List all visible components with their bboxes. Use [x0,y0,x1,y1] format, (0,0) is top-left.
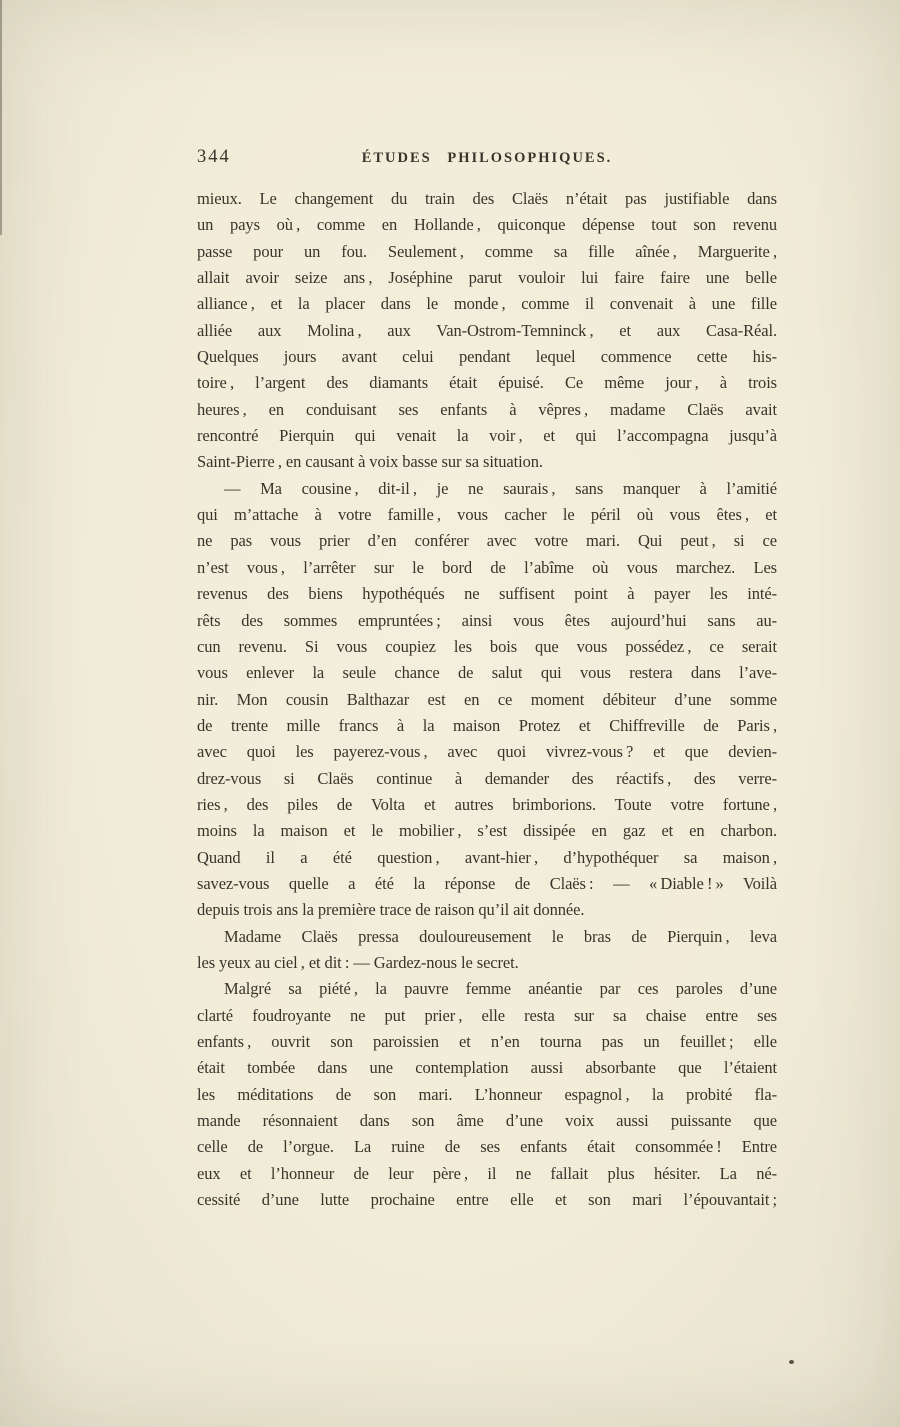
text-line: rencontré Pierquin qui venait la voir , et qui l’accompagna jusqu’à [197,426,777,446]
text-line: drez-vous si Claës continue à demander des réactifs , des verre- [197,768,777,788]
text-line: heures , en conduisant ses enfants à vêpres , madame Claës avait [197,399,777,419]
text-line: Quelques jours avant celui pendant lequel commence cette his- [197,347,777,367]
ink-speck [789,1360,794,1364]
text-line: eux et l’honneur de leur père , il ne fallait plus hésiter. La né- [197,1163,777,1183]
text-line: mieux. Le changement du train des Claës n’était pas justifiable dans [197,189,777,208]
text-line: les méditations de son mari. L’honneur espagnol , la probité fla- [197,1084,777,1104]
text-line: qui m’attache à votre famille , vous cacher le péril où vous êtes , et [197,505,777,525]
text-line: clarté foudroyante ne put prier , elle resta sur sa chaise entre ses [197,1005,777,1025]
text-line: de trente mille francs à la maison Protez et Chiffreville de Paris , [197,715,777,735]
text-line: enfants , ouvrit son paroissien et n’en tourna pas un feuillet ; elle [197,1032,777,1051]
text-line: moins la maison et le mobilier , s’est dissipée en gaz et en charbon. [197,821,777,841]
paragraph [197,976,777,1213]
text-line: mande résonnaient dans son âme d’une voix aussi puissante que [197,1111,777,1131]
text-line: alliée aux Molina , aux Van-Ostrom-Temninck , et aux Casa-Réal. [197,320,777,340]
text-line: cun revenu. Si vous coupiez les bois que vous possédez , ce serait [197,636,777,656]
text-line: celle de l’orgue. La ruine de ses enfants était consommée ! Entre [197,1137,777,1157]
paragraph [197,924,777,977]
text-line: toire , l’argent des diamants était épuisé. Ce même jour , à trois [197,373,777,393]
text-line: savez-vous quelle a été la réponse de Claës : — « Diable ! » Voilà [197,873,777,893]
text-line: allait avoir seize ans , Joséphine parut vouloir lui faire faire une belle [197,268,777,288]
paragraph [197,186,777,476]
text-line: Malgré sa piété , la pauvre femme anéantie par ces paroles d’une [224,979,777,999]
text-line: Madame Claës pressa douloureusement le bras de Pierquin , leva [224,926,777,946]
text-line: revenus des biens hypothéqués ne suffisent point à payer les inté- [197,584,777,604]
text-line: avec quoi les payerez-vous , avec quoi vivrez-vous ? et que devien- [197,742,777,762]
text-line: cessité d’une lutte prochaine entre elle et son mari l’épouvantait ; [197,1190,777,1210]
text-line: un pays où , comme en Hollande , quiconque dépense tout son revenu [197,215,777,235]
text-line: nir. Mon cousin Balthazar est en ce moment débiteur d’une somme [197,689,777,709]
body-text [197,186,777,1213]
text-line: les yeux au ciel , et dit : — Gardez-nous le secret. [197,952,519,972]
page-number: 344 [197,147,231,167]
text-line: passe pour un fou. Seulement , comme sa fille aînée , Marguerite , [197,241,777,261]
text-line: depuis trois ans la première trace de raison qu’il ait donnée. [197,900,585,920]
text-line: vous enlever la seule chance de salut qui vous restera dans l’ave- [197,663,777,683]
paragraph [197,476,777,924]
text-line: n’est vous , l’arrêter sur le bord de l’abîme où vous marchez. Les [197,557,777,577]
text-line: Quand il a été question , avant-hier , d’hypothéquer sa maison , [197,847,777,867]
text-line: était tombée dans une contemplation aussi absorbante que l’étaient [197,1058,777,1078]
running-head: ÉTUDES PHILOSOPHIQUES. [361,150,613,166]
scan-edge-artifact [0,0,2,235]
text-line: Saint-Pierre , en causant à voix basse sur sa situation. [197,452,543,472]
text-line: alliance , et la placer dans le monde , comme il convenait à une fille [197,294,777,314]
text-line: — Ma cousine , dit-il , je ne saurais , sans manquer à l’amitié [224,478,777,498]
text-line: rêts des sommes empruntées ; ainsi vous êtes aujourd’hui sans au- [197,610,777,630]
text-line: ne pas vous prier d’en conférer avec votre mari. Qui peut , si ce [197,531,777,551]
text-line: ries , des piles de Volta et autres brimborions. Toute votre fortune , [197,794,777,814]
page-header [197,147,777,171]
